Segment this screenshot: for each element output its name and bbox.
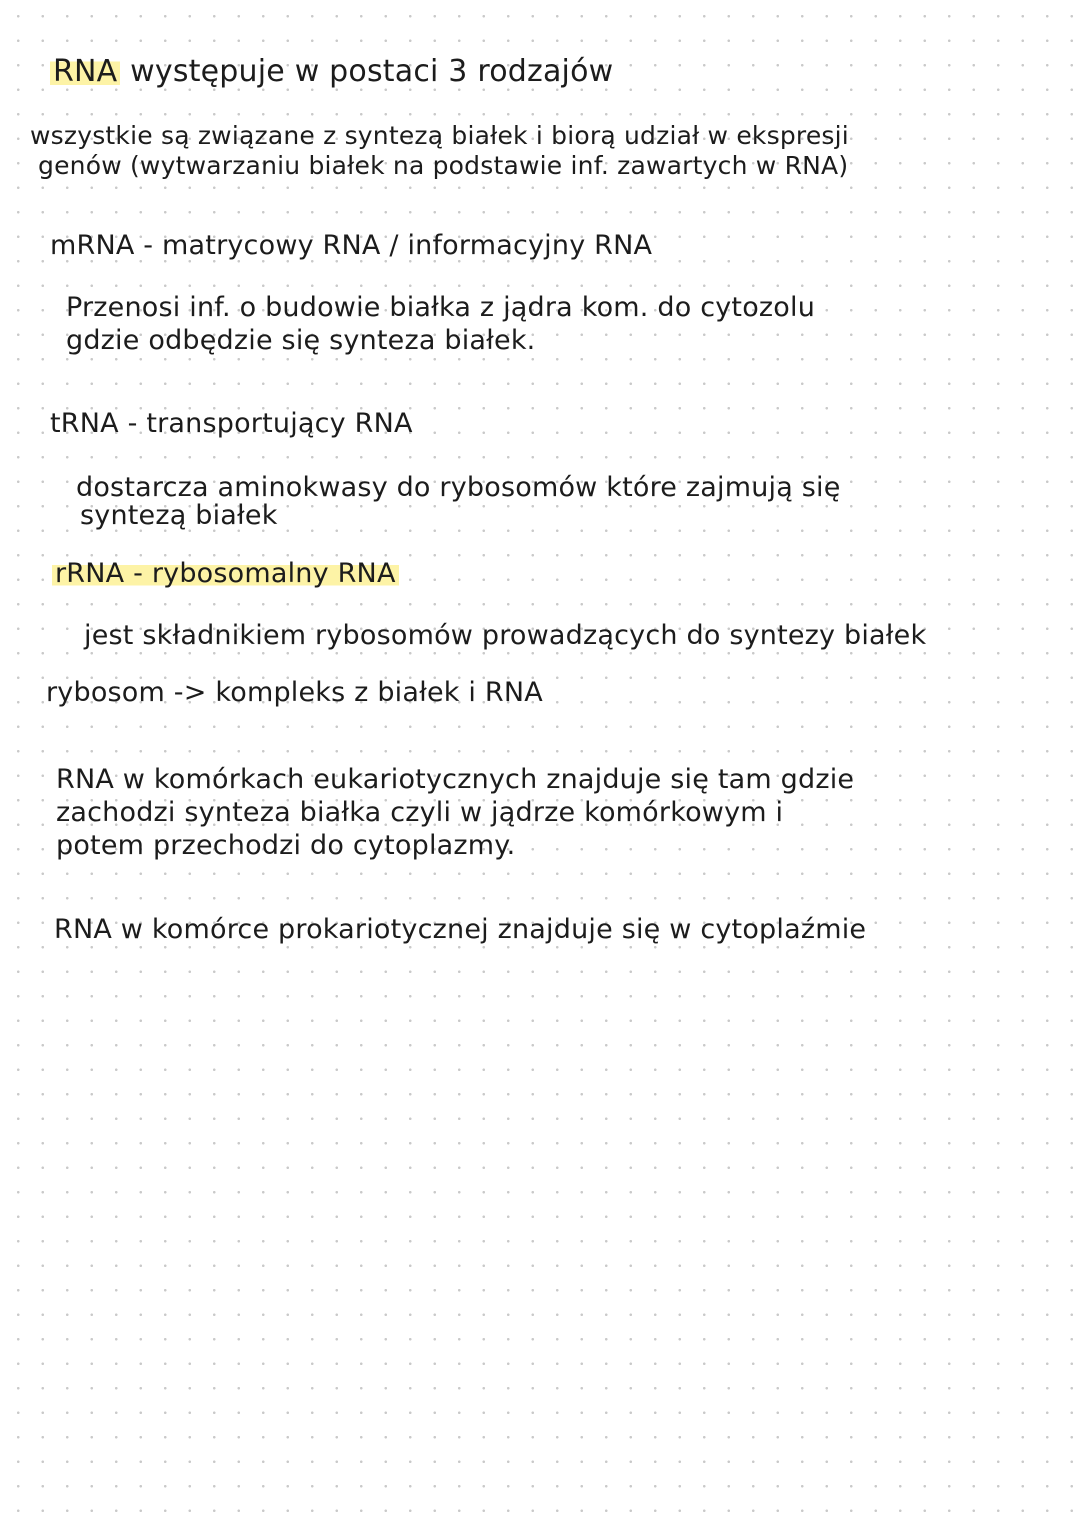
prokaryotic-line: RNA w komórce prokariotycznej znajduje się w cytoplaźmie	[54, 914, 867, 945]
heading	[50, 56, 613, 88]
ribosome-note: rybosom -> kompleks z białek i RNA	[46, 677, 543, 708]
heading-highlight: RNA	[50, 54, 120, 89]
trna-title: tRNA - transportujący RNA	[50, 408, 413, 439]
trna-desc-line-1: dostarcza aminokwasy do rybosomów które zajmują się	[76, 472, 841, 503]
eukaryotic-line-2: zachodzi synteza białka czyli w jądrze komórkowym i	[56, 797, 784, 828]
rrna-title	[52, 558, 399, 590]
eukaryotic-line-3: potem przechodzi do cytoplazmy.	[56, 830, 516, 861]
mrna-desc-line-2: gdzie odbędzie się synteza białek.	[66, 325, 536, 356]
mrna-desc-line-1: Przenosi inf. o budowie białka z jądra kom. do cytozolu	[66, 292, 816, 323]
heading-text: występuje w postaci 3 rodzajów	[130, 54, 614, 89]
intro-line-2: genów (wytwarzaniu białek na podstawie inf. zawartych w RNA)	[38, 151, 849, 180]
rrna-desc-line-1: jest składnikiem rybosomów prowadzących do syntezy białek	[84, 620, 927, 651]
rrna-title-highlight: rRNA - rybosomalny RNA	[52, 558, 399, 589]
trna-desc-line-2: syntezą białek	[80, 500, 278, 531]
intro-line-1: wszystkie są związane z syntezą białek i biorą udział w ekspresji	[30, 121, 849, 150]
eukaryotic-line-1: RNA w komórkach eukariotycznych znajduje się tam gdzie	[56, 764, 855, 795]
mrna-title: mRNA - matrycowy RNA / informacyjny RNA	[50, 230, 653, 261]
